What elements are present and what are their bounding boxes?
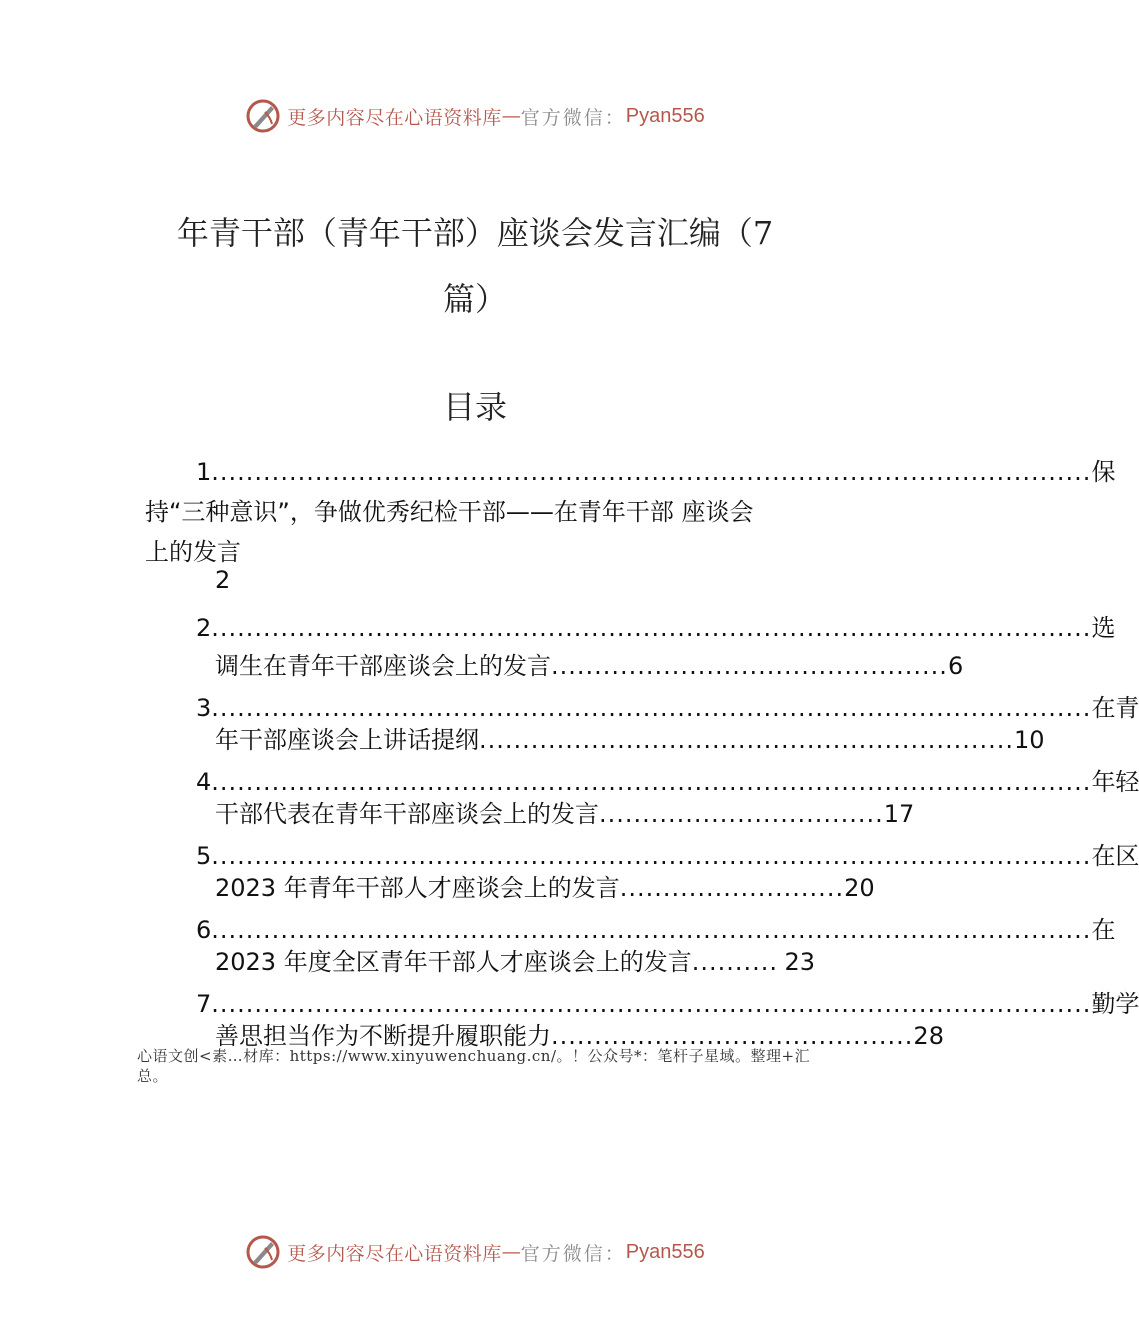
toc-entry-1-header[interactable]: [196, 452, 1116, 487]
toc-entry-head: 选: [1091, 614, 1116, 642]
toc-leader-dots: ......................................................................................................: [211, 458, 1092, 486]
document-title: [0, 200, 950, 332]
toc-entry-number: 3: [196, 694, 212, 722]
toc-entry-page: 6: [947, 652, 964, 680]
toc-leader-dots: ..........................................: [551, 1022, 914, 1050]
header-banner: [0, 96, 950, 136]
banner-dash: —: [501, 1241, 521, 1263]
toc-leader-dots: .................................: [599, 800, 884, 828]
toc-entry-page: 20: [844, 874, 875, 902]
toc-entry-text: 2023 年青年干部人才座谈会上的发言: [215, 874, 620, 902]
toc-entry-text: 调生在青年干部座谈会上的发言: [215, 652, 551, 680]
source-footnote: 心语文创<素…材库：https://www.xinyuwenchuang.cn/。！公众号*：笔杆子星域。整理+汇总。: [137, 1047, 811, 1085]
toc-entry-5-body[interactable]: [215, 868, 875, 903]
toc-entry-1-line-2[interactable]: 上的发言: [145, 538, 241, 566]
toc-entry-head: 勤学: [1091, 990, 1139, 1018]
banner-wechat-label: 官方微信：: [520, 106, 626, 129]
toc-leader-dots: ......................................................................................................: [211, 614, 1092, 642]
toc-entry-number: 4: [196, 768, 212, 796]
toc-entry-3-header[interactable]: [196, 688, 1139, 723]
toc-leader-dots: ......................................................................................................: [211, 916, 1092, 944]
toc-entry-number: 5: [196, 842, 212, 870]
toc-entry-7-header[interactable]: [196, 984, 1139, 1019]
toc-entry-page: 28: [913, 1022, 944, 1050]
toc-entry-text: 2023 年度全区青年干部人才座谈会上的发言: [215, 948, 692, 976]
toc-entry-5-header[interactable]: [196, 836, 1139, 871]
banner-wechat-id: Pyan556: [625, 1240, 705, 1263]
banner-text: 更多内容尽在心语资料库: [287, 1242, 502, 1265]
toc-entry-page: 10: [1014, 726, 1045, 754]
toc-entry-head: 年轻: [1091, 768, 1139, 796]
toc-entry-number: 2: [196, 614, 212, 642]
toc-entry-head: 保: [1091, 458, 1116, 486]
toc-heading: 目录: [442, 388, 507, 426]
banner-wechat-label: 官方微信：: [520, 1242, 626, 1265]
banner-wechat-id: Pyan556: [625, 104, 705, 127]
toc-leader-dots: ......................................................................................................: [211, 694, 1092, 722]
toc-entry-1-page[interactable]: 2: [215, 566, 231, 594]
title-line-2: 篇）: [442, 280, 507, 318]
toc-leader-dots: ..........: [691, 948, 779, 976]
banner-dash: —: [501, 105, 521, 127]
banner-text: 更多内容尽在心语资料库: [287, 106, 502, 129]
toc-entry-2-body[interactable]: [215, 646, 964, 681]
toc-entry-3-body[interactable]: [215, 720, 1045, 755]
title-line-1: 年青干部（青年干部）座谈会发言汇编（7: [176, 214, 774, 252]
toc-leader-dots: ......................................................................................................: [211, 990, 1092, 1018]
toc-leader-dots: ..............................................: [551, 652, 948, 680]
toc-entry-head: 在: [1091, 916, 1116, 944]
toc-leader-dots: ..............................................................: [479, 726, 1014, 754]
toc-entry-4-body[interactable]: [215, 794, 915, 829]
toc-entry-head: 在区: [1091, 842, 1139, 870]
toc-leader-dots: ......................................................................................................: [211, 842, 1092, 870]
toc-entry-text: 干部代表在青年干部座谈会上的发言: [215, 800, 599, 828]
toc-entry-6-header[interactable]: [196, 910, 1116, 945]
toc-entry-text: 善思担当作为不断提升履职能力: [215, 1022, 551, 1050]
toc-entry-page: 17: [883, 800, 915, 828]
toc-entry-number: 1: [196, 458, 212, 486]
toc-entry-1-line-1[interactable]: 持“三种意识”，争做优秀纪检干部——在青年干部 座谈会: [145, 498, 754, 526]
toc-entry-2-header[interactable]: [196, 608, 1116, 643]
toc-entry-page: 23: [784, 948, 815, 976]
toc-leader-dots: ......................................................................................................: [211, 768, 1092, 796]
toc-entry-head: 在青: [1091, 694, 1139, 722]
quill-logo-icon: [245, 1234, 281, 1270]
footer-banner: [0, 1232, 950, 1272]
quill-logo-icon: [245, 98, 281, 134]
toc-leader-dots: ..........................: [619, 874, 845, 902]
toc-entry-6-body[interactable]: [215, 942, 815, 977]
toc-entry-number: 6: [196, 916, 212, 944]
toc-entry-number: 7: [196, 990, 212, 1018]
toc-entry-4-header[interactable]: [196, 762, 1139, 797]
toc-entry-text: 年干部座谈会上讲话提纲: [215, 726, 479, 754]
